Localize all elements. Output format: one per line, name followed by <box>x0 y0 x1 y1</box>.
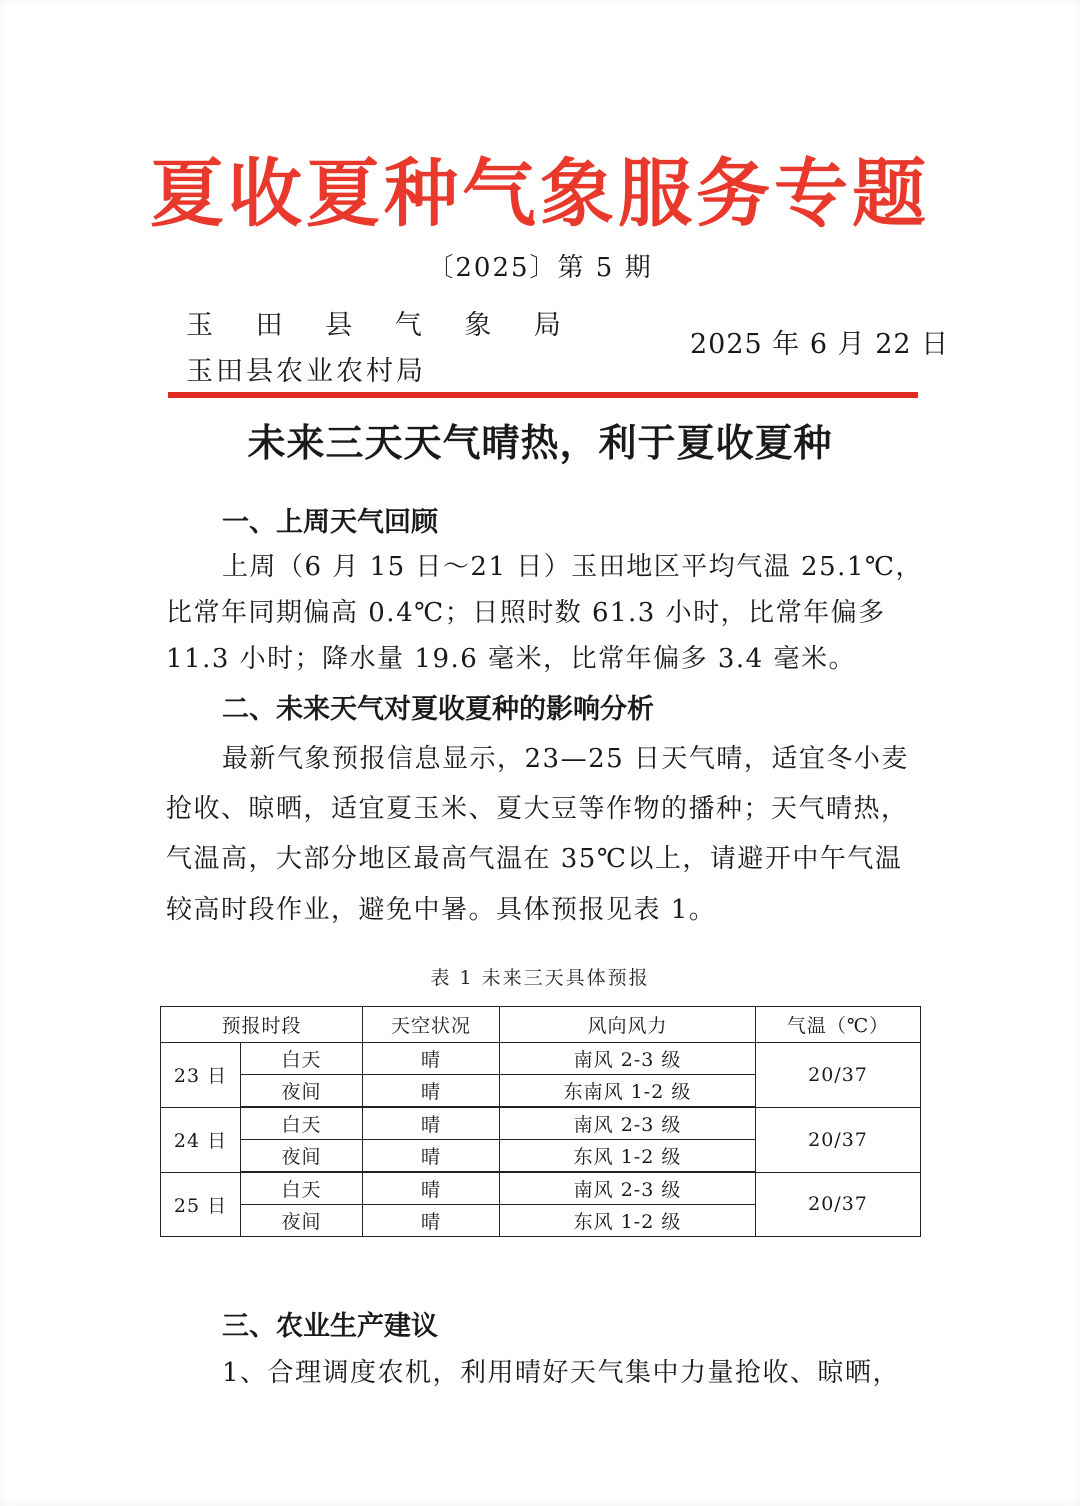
section-1-line: 比常年同期偏高 0.4℃；日照时数 61.3 小时，比常年偏多 <box>166 598 886 628</box>
header-sky: 天空状况 <box>363 1007 500 1043</box>
temperature-cell: 20/37 <box>756 1043 921 1108</box>
forecast-table <box>160 1006 921 1237</box>
section-2-line: 抢收、晾晒，适宜夏玉米、夏大豆等作物的播种；天气晴热， <box>166 794 909 824</box>
wind-cell: 东风 1-2 级 <box>500 1205 756 1237</box>
period-cell: 白天 <box>241 1107 363 1140</box>
section-2-heading: 二、未来天气对夏收夏种的影响分析 <box>222 694 654 725</box>
article-headline: 未来三天天气晴热，利于夏收夏种 <box>247 421 833 465</box>
table-header-row <box>161 1007 921 1043</box>
section-2-line: 较高时段作业，避免中暑。具体预报见表 1。 <box>166 895 717 925</box>
temperature-cell: 20/37 <box>756 1172 921 1237</box>
sky-cell: 晴 <box>363 1172 500 1205</box>
wind-cell: 南风 2-3 级 <box>500 1043 756 1075</box>
sky-cell: 晴 <box>363 1075 500 1108</box>
section-2-line: 气温高，大部分地区最高气温在 35℃以上，请避开中午气温 <box>166 844 903 874</box>
temperature-cell: 20/37 <box>756 1107 921 1172</box>
section-1-heading: 一、上周天气回顾 <box>222 507 438 538</box>
section-3-heading: 三、农业生产建议 <box>222 1311 438 1342</box>
table-row <box>161 1172 921 1205</box>
table-caption: 表 1 未来三天具体预报 <box>430 967 650 989</box>
table-row <box>161 1043 921 1075</box>
issuer-meteorological-bureau: 玉 田 县 气 象 局 <box>186 310 578 341</box>
wind-cell: 东风 1-2 级 <box>500 1140 756 1173</box>
day-cell: 24 日 <box>161 1107 241 1172</box>
table-row <box>161 1107 921 1140</box>
red-divider-rule <box>168 392 918 398</box>
issuer-agriculture-bureau: 玉田县农业农村局 <box>186 356 426 387</box>
wind-cell: 东南风 1-2 级 <box>500 1075 756 1108</box>
header-temperature: 气温（℃） <box>756 1007 921 1043</box>
period-cell: 夜间 <box>241 1205 363 1237</box>
sky-cell: 晴 <box>363 1043 500 1075</box>
publish-date: 2025 年 6 月 22 日 <box>690 329 950 360</box>
section-1-line: 11.3 小时；降水量 19.6 毫米，比常年偏多 3.4 毫米。 <box>166 644 856 674</box>
header-wind: 风向风力 <box>500 1007 756 1043</box>
issue-number: 〔2025〕第 5 期 <box>427 253 653 283</box>
period-cell: 夜间 <box>241 1075 363 1108</box>
period-cell: 夜间 <box>241 1140 363 1173</box>
period-cell: 白天 <box>241 1043 363 1075</box>
section-1-line: 上周（6 月 15 日～21 日）玉田地区平均气温 25.1℃， <box>222 552 924 582</box>
section-2-line: 最新气象预报信息显示，23—25 日天气晴，适宜冬小麦 <box>222 744 909 774</box>
sky-cell: 晴 <box>363 1140 500 1173</box>
wind-cell: 南风 2-3 级 <box>500 1172 756 1205</box>
sky-cell: 晴 <box>363 1205 500 1237</box>
section-3-line: 1、合理调度农机，利用晴好天气集中力量抢收、晾晒， <box>222 1358 901 1388</box>
day-cell: 25 日 <box>161 1172 241 1237</box>
day-cell: 23 日 <box>161 1043 241 1108</box>
masthead-title: 夏收夏种气象服务专题 <box>150 151 930 237</box>
wind-cell: 南风 2-3 级 <box>500 1107 756 1140</box>
header-period: 预报时段 <box>161 1007 363 1043</box>
sky-cell: 晴 <box>363 1107 500 1140</box>
period-cell: 白天 <box>241 1172 363 1205</box>
